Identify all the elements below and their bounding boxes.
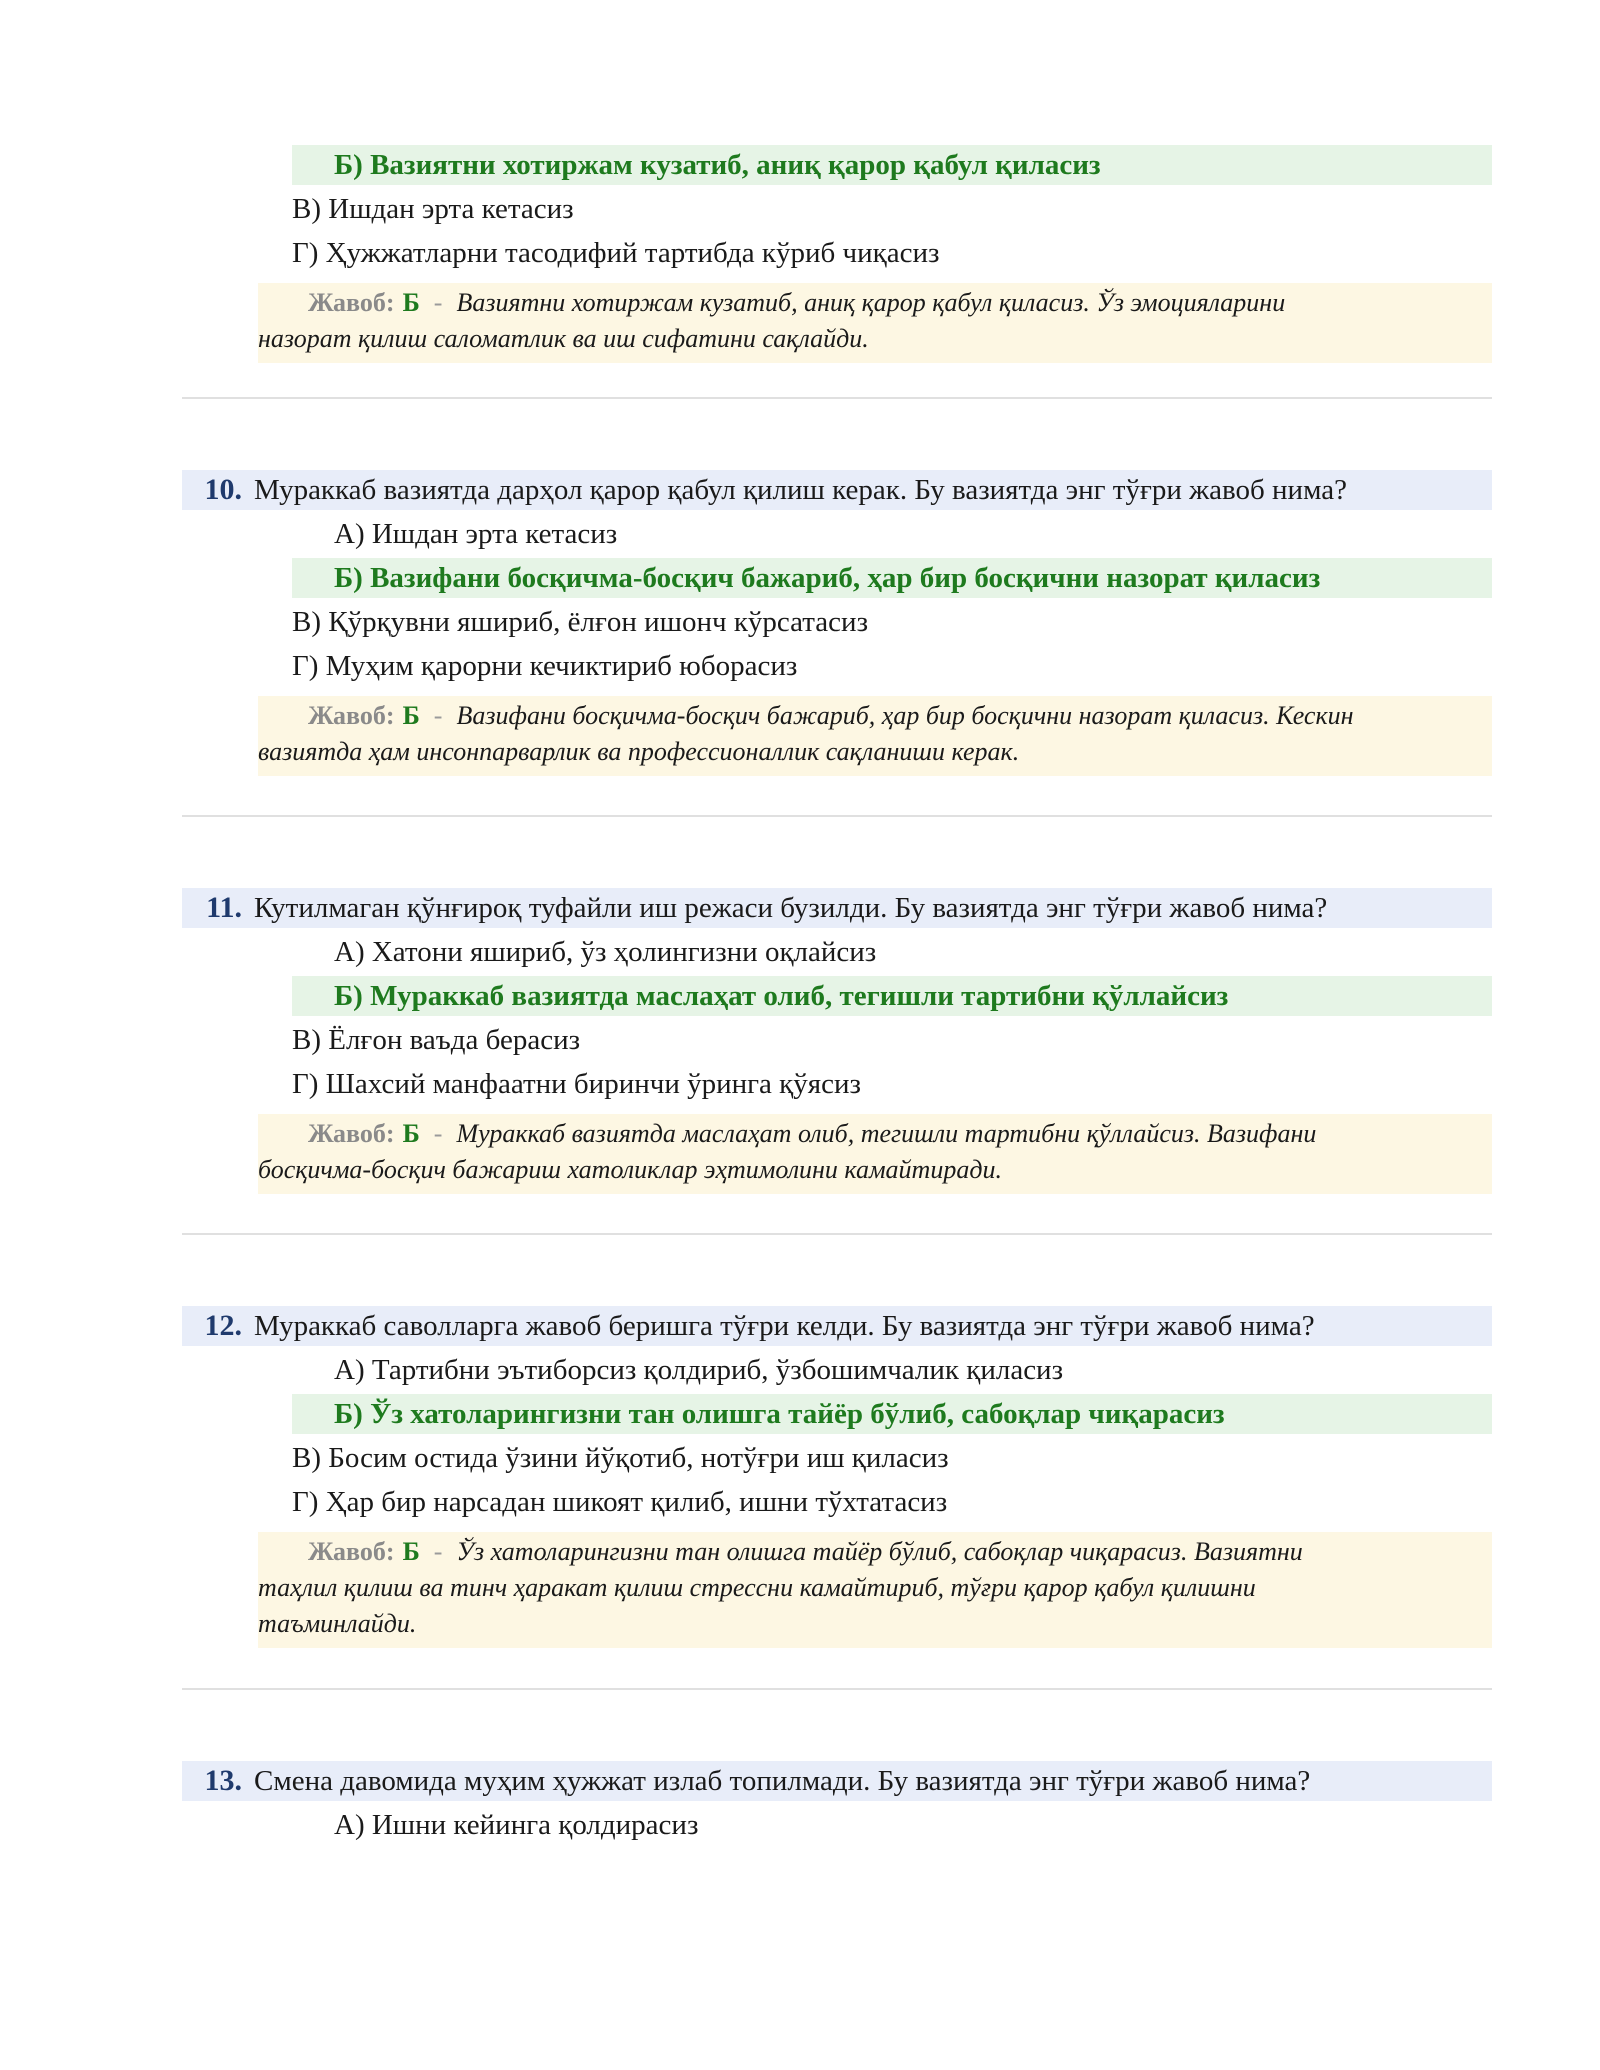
- answer-dash: -: [433, 1119, 443, 1148]
- option-v[interactable]: В) Ишдан эрта кетасиз: [292, 192, 574, 225]
- answer-letter: Б: [402, 701, 420, 730]
- question-text: Смена давомида муҳим ҳужжат излаб топилмади. Бу вазиятда энг тўғри жавоб нима?: [254, 1764, 1311, 1797]
- question-header: [182, 1761, 1492, 1801]
- divider: [182, 1688, 1492, 1690]
- answer-explanation-cont: таъминлайди.: [258, 1609, 417, 1638]
- option-g[interactable]: Г) Муҳим қарорни кечиктириб юборасиз: [292, 649, 798, 682]
- answer-letter: Б: [402, 1537, 420, 1566]
- question-text: Кутилмаган қўнғироқ туфайли иш режаси бузилди. Бу вазиятда энг тўғри жавоб нима?: [254, 891, 1328, 924]
- divider: [182, 1233, 1492, 1235]
- answer-explanation: Мураккаб вазиятда маслаҳат олиб, тегишли тартибни қўллайсиз. Вазифани: [456, 1119, 1317, 1148]
- correct-option[interactable]: Б) Вазиятни хотиржам кузатиб, аниқ қарор қабул қиласиз: [292, 145, 1492, 185]
- answer-box: [258, 1114, 1492, 1194]
- question-number: 10.: [204, 473, 242, 506]
- answer-label: Жавоб:: [308, 1537, 395, 1566]
- option-g[interactable]: Г) Шахсий манфаатни биринчи ўринга қўясиз: [292, 1067, 861, 1100]
- question-text: Мураккаб саволларга жавоб беришга тўғри келди. Бу вазиятда энг тўғри жавоб нима?: [254, 1309, 1315, 1342]
- option-v[interactable]: В) Ёлғон ваъда берасиз: [292, 1023, 581, 1056]
- question-11: [182, 888, 1492, 1184]
- answer-explanation-cont: назорат қилиш саломатлик ва иш сифатини сақлайди.: [258, 324, 869, 353]
- question-header: [182, 470, 1492, 510]
- question-header: [182, 888, 1492, 928]
- divider: [182, 815, 1492, 817]
- answer-box: [258, 283, 1492, 363]
- answer-label: Жавоб:: [308, 701, 395, 730]
- divider: [182, 397, 1492, 399]
- answer-explanation-cont: таҳлил қилиш ва тинч ҳаракат қилиш стрессни камайтириб, тўғри қарор қабул қилишни: [258, 1573, 1256, 1602]
- question-13: [182, 1761, 1492, 1841]
- option-a[interactable]: А) Хатони яшириб, ўз ҳолингизни оқлайсиз: [334, 935, 877, 968]
- answer-box: [258, 696, 1492, 776]
- answer-dash: -: [433, 1537, 443, 1566]
- option-g[interactable]: Г) Ҳар бир нарсадан шикоят қилиб, ишни тўхтатасиз: [292, 1485, 948, 1518]
- correct-option[interactable]: Б) Ўз хатоларингизни тан олишга тайёр бўлиб, сабоқлар чиқарасиз: [292, 1394, 1492, 1434]
- correct-option[interactable]: Б) Вазифани босқичма-босқич бажариб, ҳар бир босқични назорат қиласиз: [292, 558, 1492, 598]
- answer-explanation-cont: босқичма-босқич бажариш хатоликлар эҳтимолини камайтиради.: [258, 1155, 1002, 1184]
- question-header: [182, 1306, 1492, 1346]
- question-10: [182, 470, 1492, 766]
- answer-label: Жавоб:: [308, 1119, 395, 1148]
- question-number: 13.: [204, 1764, 242, 1797]
- answer-label: Жавоб:: [308, 288, 395, 317]
- question-text: Мураккаб вазиятда дарҳол қарор қабул қилиш керак. Бу вазиятда энг тўғри жавоб нима?: [254, 473, 1347, 506]
- option-a[interactable]: А) Ишдан эрта кетасиз: [334, 517, 618, 550]
- option-v[interactable]: В) Қўрқувни яшириб, ёлғон ишонч кўрсатасиз: [292, 605, 869, 638]
- answer-letter: Б: [402, 288, 420, 317]
- answer-explanation: Вазиятни хотиржам кузатиб, аниқ қарор қабул қиласиз. Ўз эмоцияларини: [456, 288, 1286, 317]
- question-number: 11.: [206, 891, 242, 924]
- answer-explanation-cont: вазиятда ҳам инсонпарварлик ва профессионаллик сақланиши керак.: [258, 737, 1020, 766]
- answer-explanation: Ўз хатоларингизни тан олишга тайёр бўлиб, сабоқлар чиқарасиз. Вазиятни: [456, 1537, 1303, 1566]
- question-12: [182, 1306, 1492, 1638]
- answer-box: [258, 1532, 1492, 1648]
- option-g[interactable]: Г) Ҳужжатларни тасодифий тартибда кўриб чиқасиз: [292, 236, 940, 269]
- correct-option[interactable]: Б) Мураккаб вазиятда маслаҳат олиб, тегишли тартибни қўллайсиз: [292, 976, 1492, 1016]
- answer-explanation: Вазифани босқичма-босқич бажариб, ҳар бир босқични назорат қиласиз. Кескин: [456, 701, 1354, 730]
- answer-letter: Б: [402, 1119, 420, 1148]
- question-number: 12.: [204, 1309, 242, 1342]
- option-v[interactable]: В) Босим остида ўзини йўқотиб, нотўғри иш қиласиз: [292, 1441, 949, 1474]
- option-a[interactable]: А) Тартибни эътиборсиз қолдириб, ўзбошимчалик қиласиз: [334, 1353, 1064, 1386]
- option-a[interactable]: А) Ишни кейинга қолдирасиз: [334, 1808, 699, 1841]
- answer-dash: -: [433, 701, 443, 730]
- answer-dash: -: [433, 288, 443, 317]
